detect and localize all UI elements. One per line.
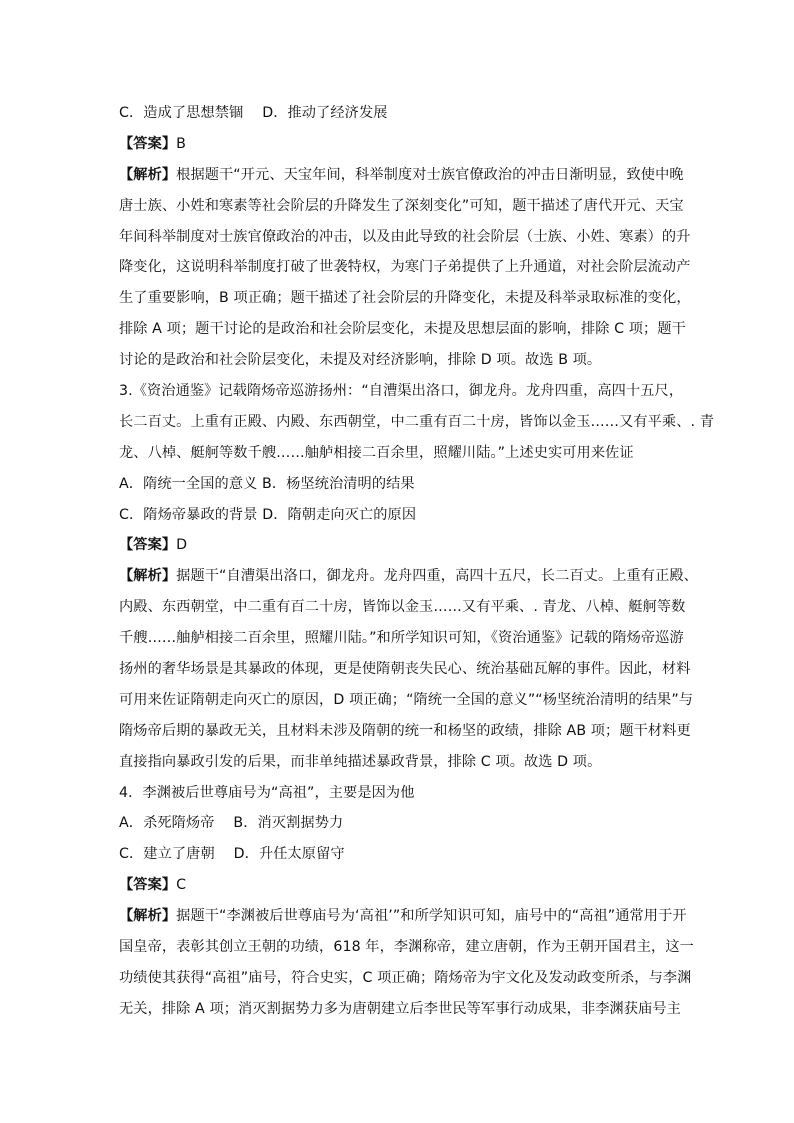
line-text: 根据题干“开元、天宝年间，科举制度对士族官僚政治的冲击日渐明显，致使中晚: [176, 166, 684, 183]
text-line: [119, 994, 689, 1025]
line-text: C．建立了唐朝 D．升任太原留守: [119, 846, 345, 863]
text-line: [119, 870, 689, 901]
section-label: 【答案】: [119, 877, 177, 894]
line-text: 内殿、东西朝堂，中二重有百二十房，皆饰以金玉……又有平乘、. 青龙、八棹、艇舸等数: [119, 599, 686, 616]
text-line: [119, 592, 689, 623]
line-text: 直接指向暴政引发的后果，而非单纯描述暴政背景，排除 C 项。故选 D 项。: [119, 753, 602, 770]
section-label: 【解析】: [119, 166, 177, 183]
text-line: [119, 98, 689, 129]
section-label: 【答案】: [119, 135, 177, 152]
line-text: 无关，排除 A 项；消灭割据势力多为唐朝建立后李世民等军事行动成果，非李渊获庙号主: [119, 1000, 681, 1017]
line-text: C: [176, 877, 187, 894]
text-line: [119, 345, 689, 376]
line-text: 隋炀帝后期的暴政无关，且材料未涉及隋朝的统一和杨坚的政绩，排除 AB 项；题干材料更: [119, 722, 691, 739]
text-line: [119, 500, 689, 531]
text-line: [119, 716, 689, 747]
text-line: [119, 561, 698, 592]
line-text: C．造成了思想禁锢 D．推动了经济发展: [119, 105, 388, 121]
text-line: [119, 654, 689, 685]
text-line: [119, 283, 689, 314]
text-line: [119, 839, 689, 870]
line-text: 唐士族、小姓和寒素等社会阶层的升降发生了深刻变化”可知，题干描述了唐代开元、天宝: [119, 197, 684, 214]
line-text: 3.《资治通鉴》记载隋炀帝巡游扬州：“自漕渠出洛口，御龙舟。龙舟四重，高四十五尺，: [119, 383, 684, 400]
text-line: [119, 747, 689, 778]
line-text: D: [176, 537, 188, 554]
line-text: 降变化，这说明科举制度打破了世袭特权，为寒门子弟提供了上升通道，对社会阶层流动产: [119, 259, 691, 276]
line-text: 4．李渊被后世尊庙号为“高祖”，主要是因为他: [119, 784, 415, 801]
text-line: [119, 407, 715, 438]
document-page: [119, 98, 715, 1025]
text-line: [119, 808, 689, 839]
line-text: 功绩使其获得“高祖”庙号，符合史实，C 项正确；隋炀帝为宇文化及发动政变所杀，与李渊: [119, 969, 692, 986]
text-line: [119, 963, 692, 994]
line-text: 国皇帝，表彰其创立王朝的功绩，618 年，李渊称帝，建立唐朝，作为王朝开国君主，这一: [119, 939, 694, 956]
line-text: 长二百丈。上重有正殿、内殿、东西朝堂，中二重有百二十房，皆饰以金玉……又有平乘、. 青: [119, 413, 715, 430]
text-line: [119, 376, 689, 407]
section-label: 【解析】: [119, 568, 177, 585]
line-text: 年间科举制度对士族官僚政治的冲击，以及由此导致的社会阶层（士族、小姓、寒素）的升: [119, 228, 691, 245]
text-line: [119, 901, 689, 932]
line-text: 据题干“自漕渠出洛口，御龙舟。龙舟四重，高四十五尺，长二百丈。上重有正殿、: [176, 568, 698, 585]
text-line: [119, 623, 689, 654]
line-text: 可用来佐证隋朝走向灭亡的原因，D 项正确；“隋统一全国的意义”“杨坚统治清明的结果”与: [119, 691, 694, 708]
line-text: A．隋统一全国的意义 B．杨坚统治清明的结果: [119, 475, 415, 492]
text-line: [119, 129, 689, 160]
text-line: [119, 932, 694, 963]
text-line: [119, 685, 694, 716]
line-text: 排除 A 项；题干讨论的是政治和社会阶层变化，未提及思想层面的影响，排除 C 项；题干: [119, 321, 686, 338]
text-line: [119, 314, 689, 345]
text-line: [119, 191, 689, 222]
line-text: 据题干“李渊被后世尊庙号为‘高祖’”和所学知识可知，庙号中的“高祖”通常用于开: [176, 908, 687, 925]
text-line: [119, 160, 689, 191]
section-label: 【答案】: [119, 537, 177, 554]
line-text: 扬州的奢华场景是其暴政的体现，更是使隋朝丧失民心、统治基础瓦解的事件。因此，材料: [119, 661, 691, 678]
text-line: [119, 222, 689, 253]
text-line: [119, 252, 689, 283]
line-text: A．杀死隋炀帝 B．消灭割据势力: [119, 815, 344, 832]
line-text: 讨论的是政治和社会阶层变化，未提及对经济影响，排除 D 项。故选 B 项。: [119, 352, 602, 369]
line-text: C．隋炀帝暴政的背景 D．隋朝走向灭亡的原因: [119, 506, 417, 523]
text-line: [119, 469, 689, 500]
text-line: [119, 778, 689, 809]
section-label: 【解析】: [119, 908, 177, 925]
text-line: [119, 438, 689, 469]
line-text: 龙、八棹、艇舸等数千艘……舳舻相接二百余里，照耀川陆。”上述史实可用来佐证: [119, 444, 634, 461]
text-line: [119, 530, 689, 561]
line-text: 生了重要影响，B 项正确；题干描述了社会阶层的升降变化，未提及科举录取标准的变化，: [119, 290, 691, 307]
line-text: 千艘……舳舻相接二百余里，照耀川陆。”和所学知识可知，《资治通鉴》记载的隋炀帝巡游: [119, 630, 684, 647]
line-text: B: [176, 135, 186, 152]
